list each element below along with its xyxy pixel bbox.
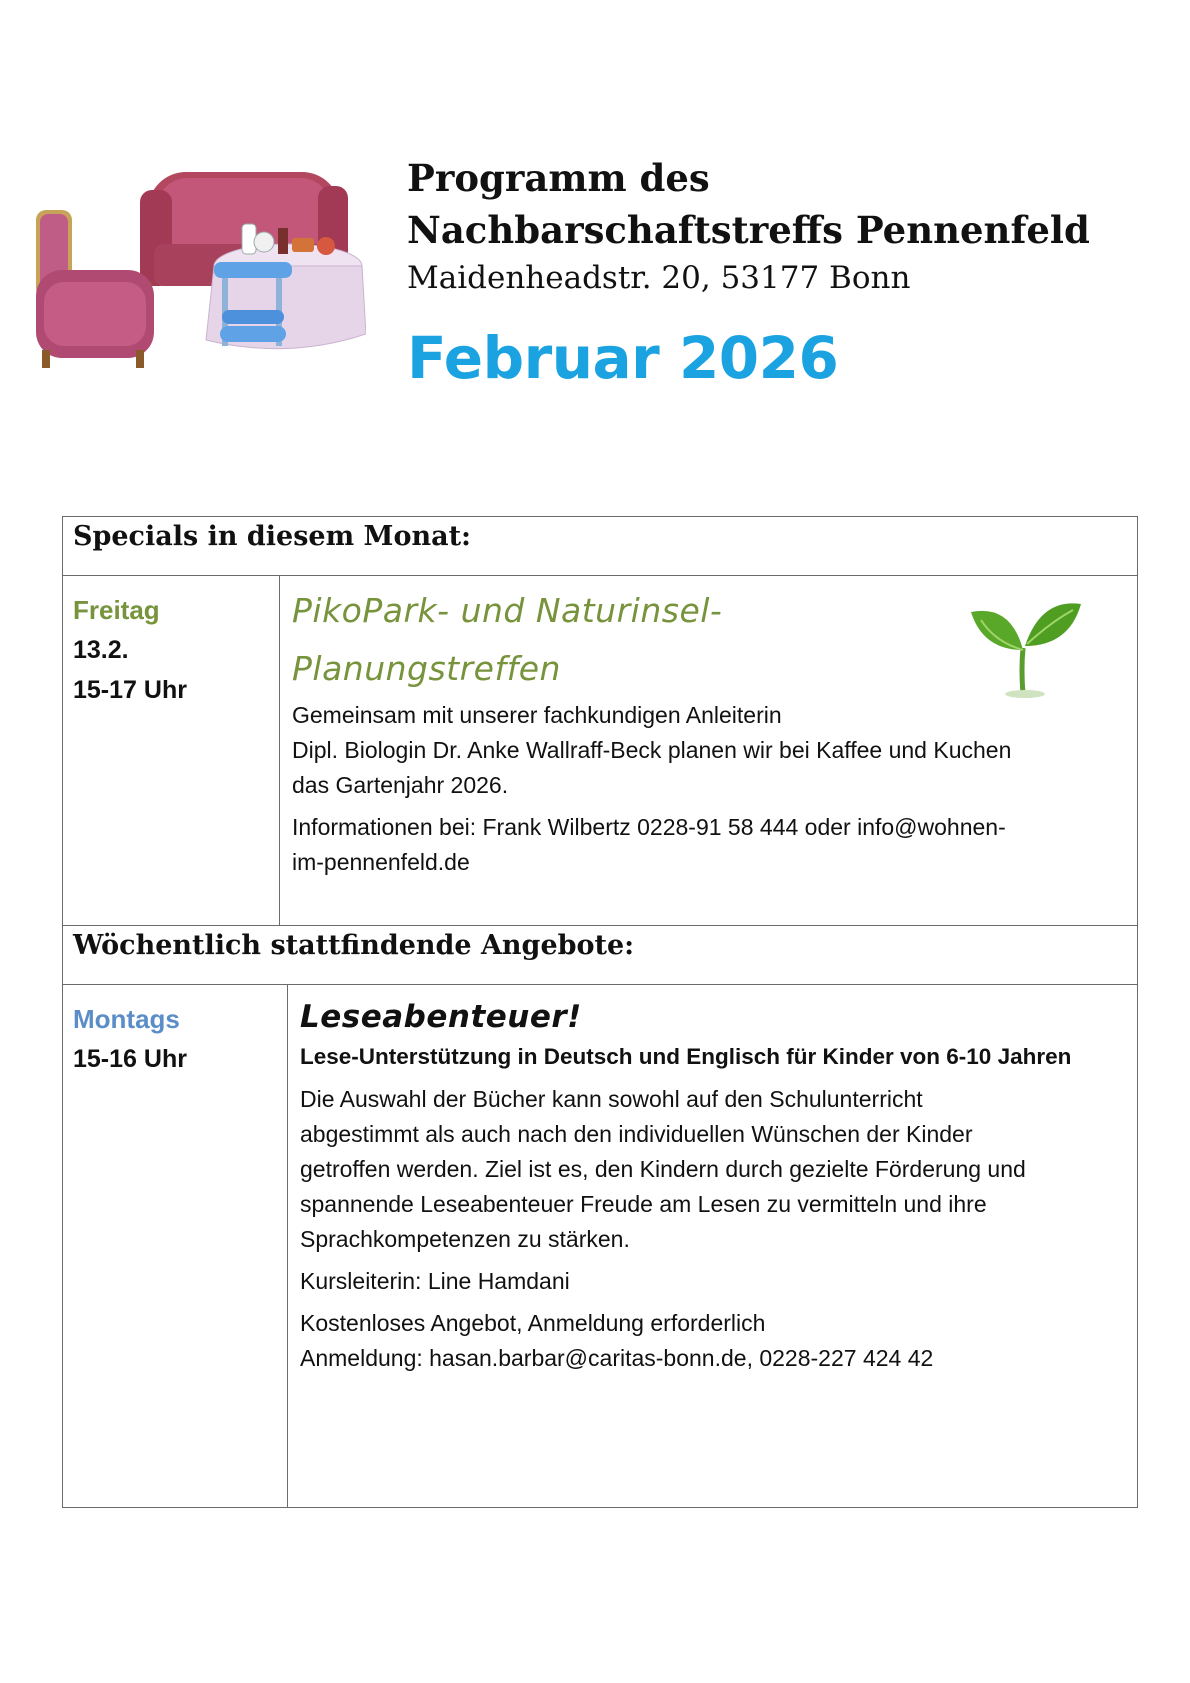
sprout-icon xyxy=(965,590,1085,700)
offer-time: 15-16 Uhr xyxy=(73,1045,187,1073)
offer-subtitle: Lese-Unterstützung in Deutsch und Englisch für Kinder von 6-10 Jahren xyxy=(300,1044,1072,1069)
event-description-line-2: Dipl. Biologin Dr. Anke Wallraff-Beck planen wir bei Kaffee und Kuchen xyxy=(292,737,1012,763)
event-title-line-1: PikoPark- und Naturinsel- xyxy=(292,591,723,630)
offer-description-line: getroffen werden. Ziel ist es, den Kindern durch gezielte Förderung und xyxy=(300,1156,1026,1182)
program-table xyxy=(62,516,1138,1508)
event-time: 15-17 Uhr xyxy=(73,676,187,704)
event-date: 13.2. xyxy=(73,636,129,664)
page-title-line-2: Nachbarschaftstreffs Pennenfeld xyxy=(407,208,1090,252)
offer-description-line: spannende Leseabenteuer Freude am Lesen zu vermitteln und ihre xyxy=(300,1191,987,1217)
month-title: Februar 2026 xyxy=(407,324,839,392)
special-event-row xyxy=(63,576,1137,926)
offer-description-line: Sprachkompetenzen zu stärken. xyxy=(300,1226,630,1252)
offer-description-line: Die Auswahl der Bücher kann sowohl auf den Schulunterricht xyxy=(300,1086,923,1112)
offer-day: Montags xyxy=(73,1004,180,1034)
special-event-details xyxy=(280,576,1137,925)
specials-heading: Specials in diesem Monat: xyxy=(63,517,1137,576)
offer-description xyxy=(300,1082,1137,1257)
event-info-line-1: Informationen bei: Frank Wilbertz 0228-91 58 444 oder info@wohnen- xyxy=(292,814,1006,840)
title-block xyxy=(407,152,1167,392)
weekly-offer-row xyxy=(63,985,1137,1507)
offer-registration: Anmeldung: hasan.barbar@caritas-bonn.de, 0228-227 424 42 xyxy=(300,1345,934,1371)
event-day: Freitag xyxy=(73,595,160,625)
weekly-offer-details xyxy=(288,985,1137,1507)
offer-leader: Kursleiterin: Line Hamdani xyxy=(300,1268,570,1294)
event-title-line-2: Planungstreffen xyxy=(292,649,561,688)
address: Maidenheadstr. 20, 53177 Bonn xyxy=(407,260,911,296)
event-description-line-1: Gemeinsam mit unserer fachkundigen Anleiterin xyxy=(292,702,782,728)
offer-title: Leseabenteuer! xyxy=(300,999,582,1035)
offer-cost: Kostenloses Angebot, Anmeldung erforderlich xyxy=(300,1310,766,1336)
weekly-heading: Wöchentlich stattfindende Angebote: xyxy=(63,926,1137,985)
sofa-table-illustration xyxy=(36,162,366,402)
weekly-offer-when xyxy=(63,985,288,1507)
page-title-line-1: Programm des xyxy=(407,156,710,200)
special-event-when xyxy=(63,576,280,925)
event-info-line-2: im-pennenfeld.de xyxy=(292,849,470,875)
offer-description-line: abgestimmt als auch nach den individuellen Wünschen der Kinder xyxy=(300,1121,973,1147)
event-description-line-3: das Gartenjahr 2026. xyxy=(292,772,509,798)
